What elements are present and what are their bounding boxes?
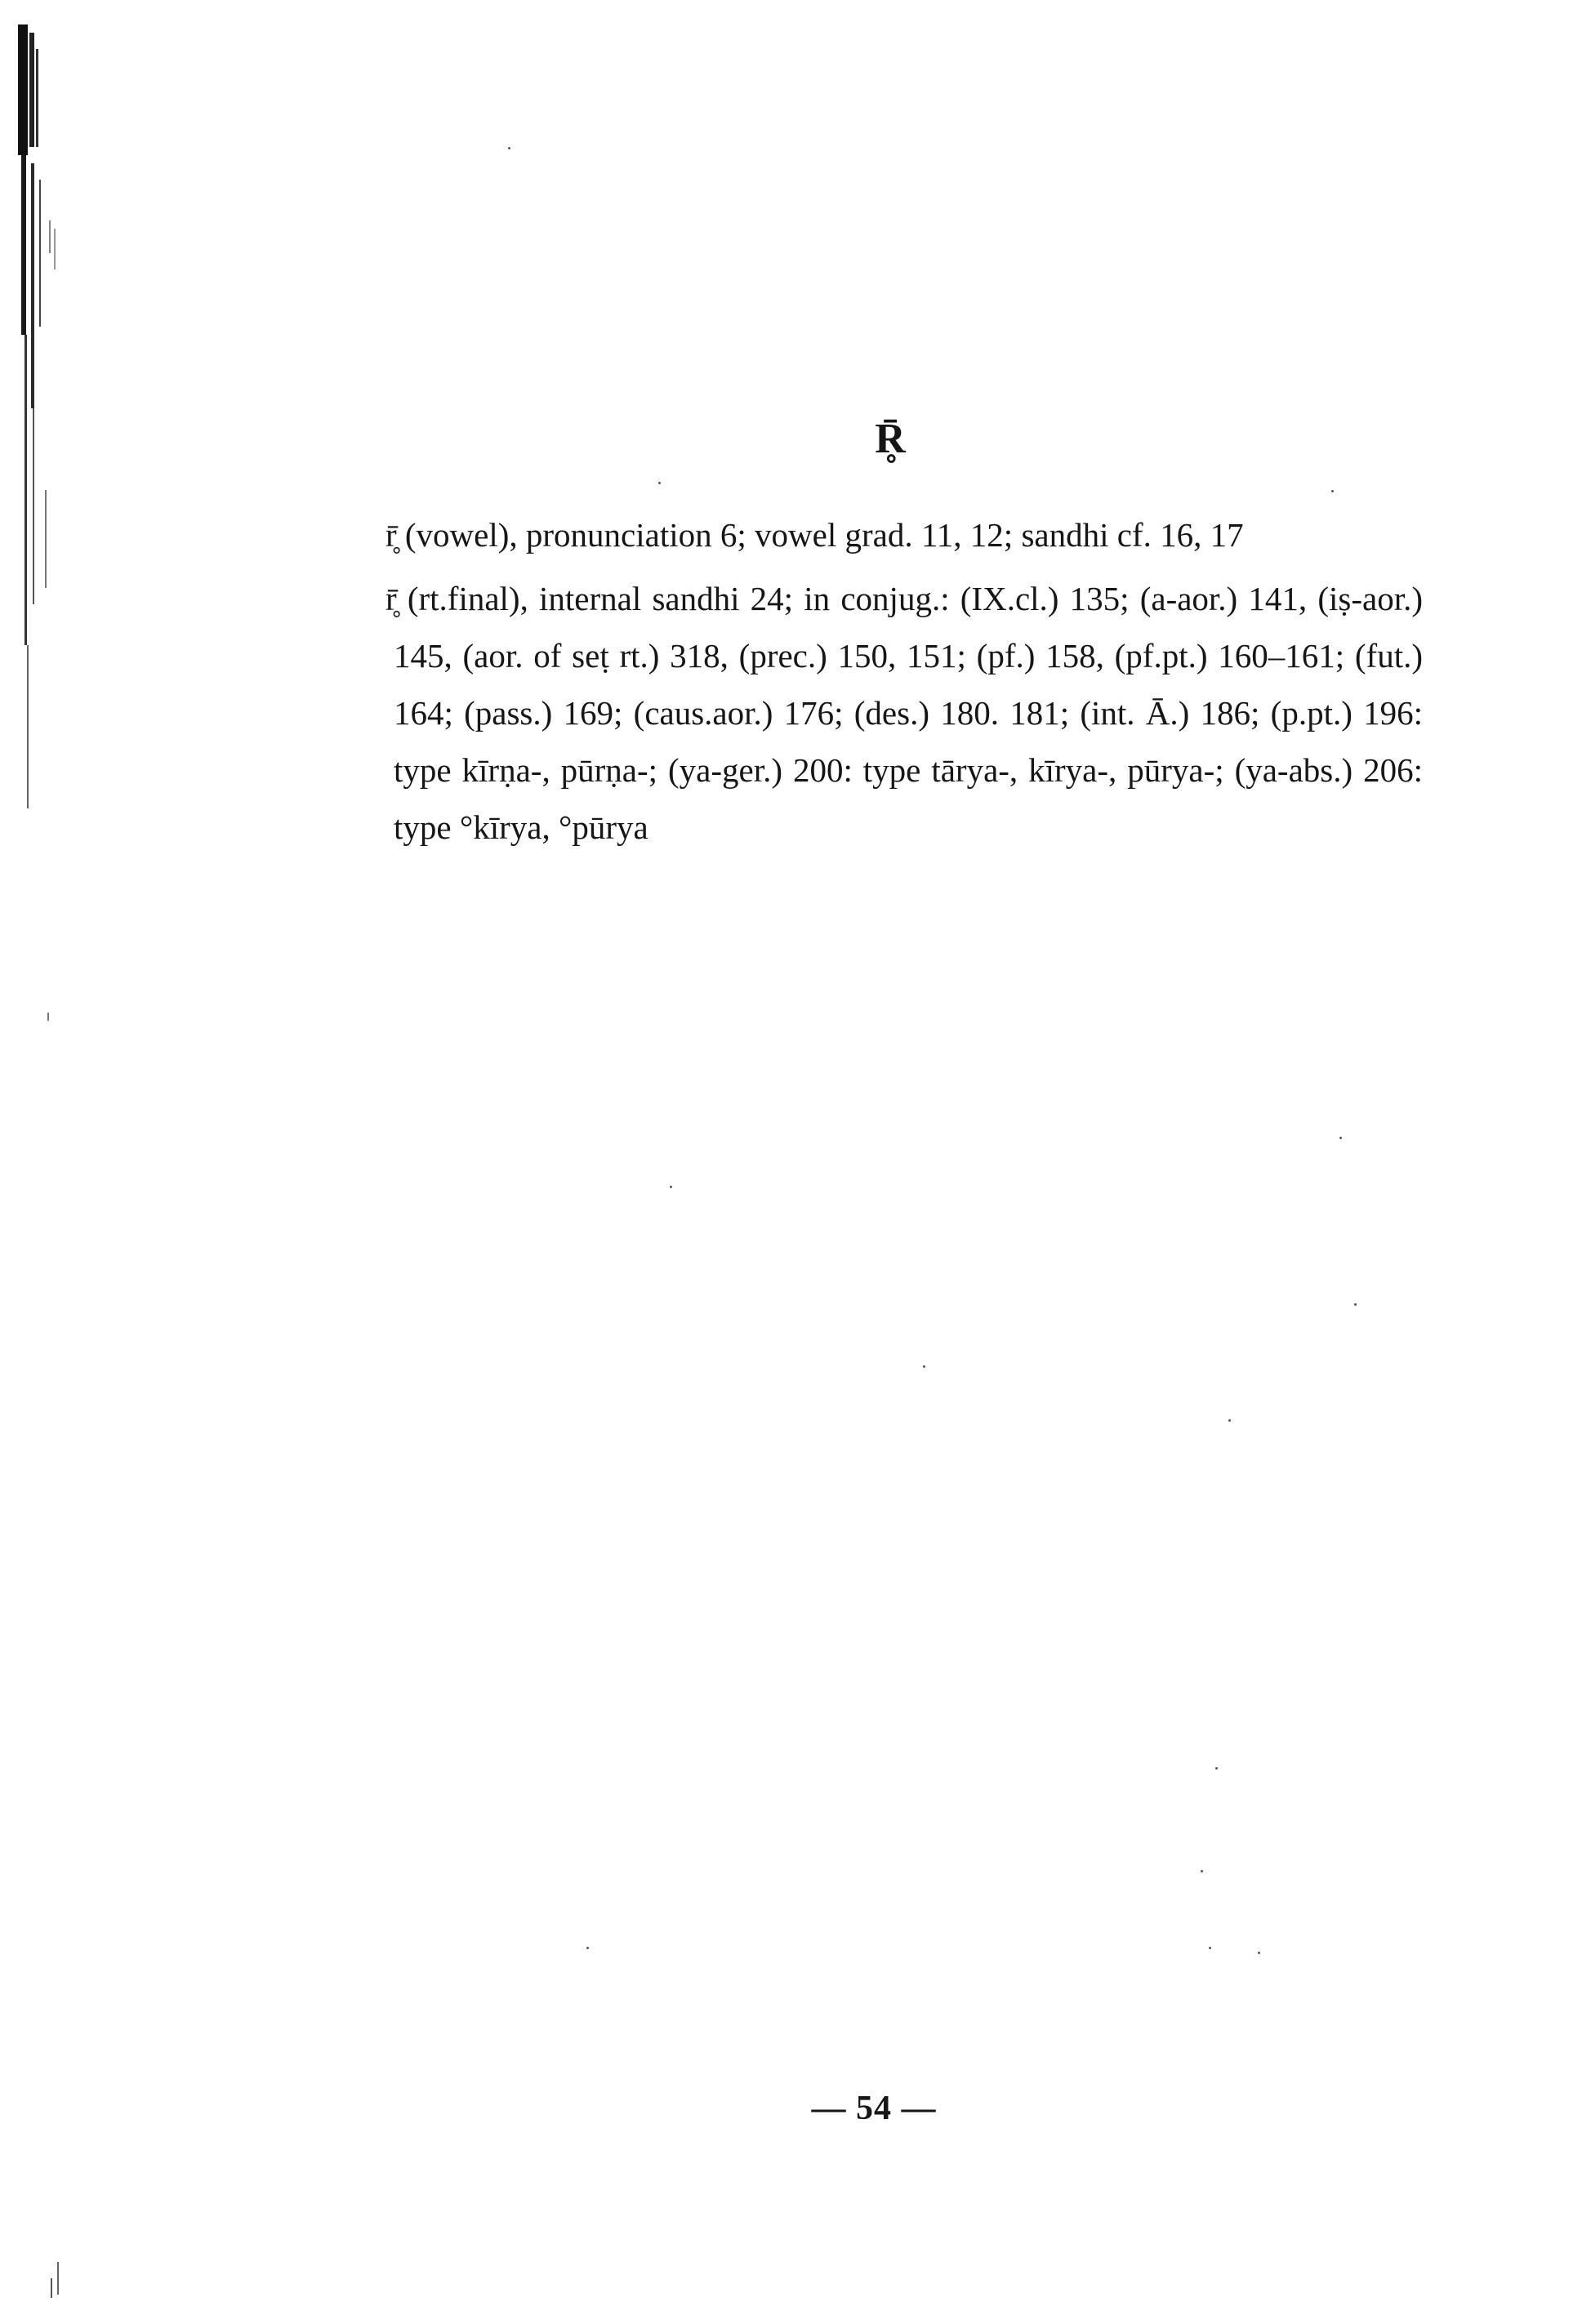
scan-speck	[1201, 1870, 1203, 1872]
scan-speck	[1209, 1947, 1211, 1949]
scan-speck	[670, 1186, 672, 1188]
page-number: — 54 —	[811, 2090, 937, 2127]
scan-speck	[923, 1365, 925, 1368]
scan-speck	[1228, 1419, 1231, 1422]
scan-speck	[586, 1947, 589, 1949]
scan-speck	[1339, 1137, 1342, 1139]
scan-speck	[658, 482, 661, 484]
scan-speck	[1258, 1952, 1260, 1954]
scan-speck	[508, 147, 510, 149]
index-entries	[385, 506, 1423, 862]
binding-edge-scan-artifact	[0, 0, 98, 2324]
scan-speck	[1354, 1303, 1357, 1306]
index-entry-text: r̥̄ (vowel), pronunciation 6; vowel grad. 11, 12; sandhi cf. 16, 17	[385, 516, 1244, 554]
section-heading: R̥̄	[875, 416, 906, 462]
index-entry-root-final	[385, 570, 1423, 856]
index-entry-vowel	[385, 506, 1423, 563]
scan-speck	[1331, 490, 1334, 492]
scan-speck	[1215, 1767, 1218, 1770]
index-entry-text: r̥̄ (rt.final), internal sandhi 24; in conjug.: (IX.cl.) 135; (a-aor.) 141, (iṣ-aor.) 145, (aor. of seṭ rt.) 318, (prec.) 150, 151; (pf.) 158, (pf.pt.) 160–161; (fut.) 164; (pass.) 169; (caus.aor.) 176; (des.) 180. 181; (int. Ā.) 186; (p.pt.) 196: type kīrṇa-, pūrṇa-; (ya-ger.) 200: type tārya-, kīrya-, pūrya-; (ya-abs.) 206: type °kīrya, °pūrya	[385, 580, 1423, 846]
